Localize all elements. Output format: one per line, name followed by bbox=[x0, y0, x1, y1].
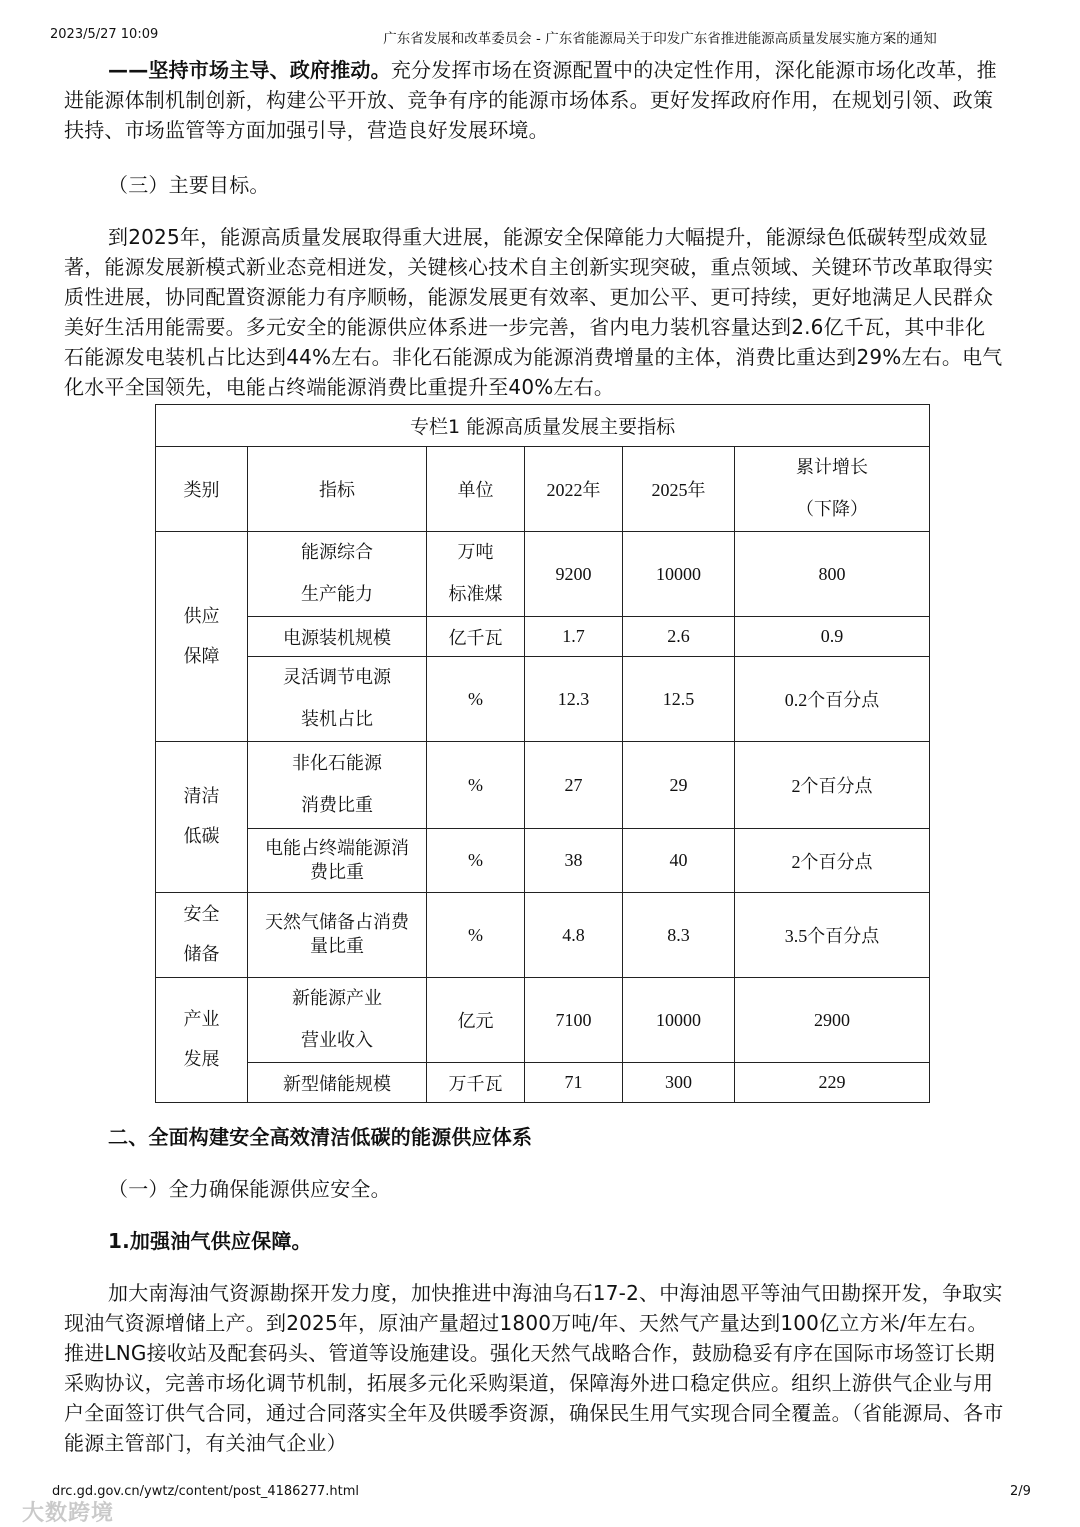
unit-cell: 亿元 bbox=[427, 978, 525, 1063]
unit-cell: % bbox=[427, 657, 525, 742]
unit-cell: % bbox=[427, 893, 525, 978]
value-2022: 9200 bbox=[525, 532, 623, 617]
table-row bbox=[156, 829, 930, 893]
value-2022: 4.8 bbox=[525, 893, 623, 978]
value-growth: 0.2个百分点 bbox=[735, 657, 930, 742]
indicator-cell: 灵活调节电源 装机占比 bbox=[248, 657, 427, 742]
value-2022: 12.3 bbox=[525, 657, 623, 742]
category-industry: 产业 发展 bbox=[156, 978, 248, 1103]
value-2022: 38 bbox=[525, 829, 623, 893]
value-2025: 2.6 bbox=[623, 617, 735, 657]
print-datetime: 2023/5/27 10:09 bbox=[50, 27, 159, 42]
goals-paragraph: 到2025年，能源高质量发展取得重大进展，能源安全保障能力大幅提升，能源绿色低碳转型成效显著，能源发展新模式新业态竞相迸发，关键核心技术自主创新实现突破，重点领域、关键环节改革取得实质性进展，协同配置资源能力有序顺畅，能源发展更有效率、更加公平、更可持续，更好地满足人民群众美好生活用能需要。多元安全的能源供应体系进一步完善，省内电力装机容量达到2.6亿千瓦，其中非化石能源发电装机占比达到44%左右。非化石能源成为能源消费增量的主体，消费比重达到29%左右。电气化水平全国领先，电能占终端能源消费比重提升至40%左右。 bbox=[64, 225, 1003, 399]
value-growth: 3.5个百分点 bbox=[735, 893, 930, 978]
unit-cell: 万千瓦 bbox=[427, 1063, 525, 1103]
indicators-table bbox=[155, 404, 930, 1103]
value-2022: 7100 bbox=[525, 978, 623, 1063]
header-unit: 单位 bbox=[427, 447, 525, 532]
table-row bbox=[156, 978, 930, 1063]
category-supply: 供应 保障 bbox=[156, 532, 248, 742]
document-body-continued bbox=[64, 1122, 1004, 1458]
principle-paragraph bbox=[64, 55, 1004, 145]
indicator-cell: 新能源产业 营业收入 bbox=[248, 978, 427, 1063]
page-number: 2/9 bbox=[1010, 1484, 1031, 1499]
unit-cell: % bbox=[427, 829, 525, 893]
value-2025: 300 bbox=[623, 1063, 735, 1103]
table-row bbox=[156, 893, 930, 978]
value-growth: 0.9 bbox=[735, 617, 930, 657]
unit-cell: % bbox=[427, 742, 525, 829]
table-row bbox=[156, 532, 930, 617]
indicator-cell: 电能占终端能源消 费比重 bbox=[248, 829, 427, 893]
table-caption: 专栏1 能源高质量发展主要指标 bbox=[156, 405, 930, 447]
table-row bbox=[156, 1063, 930, 1103]
value-2025: 10000 bbox=[623, 978, 735, 1063]
value-2025: 10000 bbox=[623, 532, 735, 617]
header-2022: 2022年 bbox=[525, 447, 623, 532]
category-safe: 安全 储备 bbox=[156, 893, 248, 978]
value-growth: 2900 bbox=[735, 978, 930, 1063]
header-2025: 2025年 bbox=[623, 447, 735, 532]
section-goals-heading: （三）主要目标。 bbox=[108, 173, 270, 197]
indicator-cell: 非化石能源 消费比重 bbox=[248, 742, 427, 829]
print-page-title: 广东省发展和改革委员会 - 广东省能源局关于印发广东省推进能源高质量发展实施方案的通知 bbox=[383, 31, 937, 47]
watermark: 大数跨境 bbox=[22, 1501, 115, 1526]
principle-lead: ——坚持市场主导、政府推动。 bbox=[108, 58, 391, 82]
item-heading-1: 1.加强油气供应保障。 bbox=[108, 1229, 312, 1253]
header-category: 类别 bbox=[156, 447, 248, 532]
section-heading-2: 二、全面构建安全高效清洁低碳的能源供应体系 bbox=[108, 1125, 533, 1149]
table-header-row bbox=[156, 447, 930, 532]
value-2022: 1.7 bbox=[525, 617, 623, 657]
oilgas-paragraph: 加大南海油气资源勘探开发力度，加快推进中海油乌石17-2、中海油恩平等油气田勘探开发，争取实现油气资源增储上产。到2025年，原油产量超过1800万吨/年、天然气产量达到100亿立方米/年左右。推进LNG接收站及配套码头、管道等设施建设。强化天然气战略合作，鼓励稳妥有序在国际市场签订长期采购协议，完善市场化调节机制，拓展多元化采购渠道，保障海外进口稳定供应。组织上游供气企业与用户全面签订供气合同，通过合同落实全年及供暖季资源，确保民生用气实现合同全覆盖。（省能源局、各市能源主管部门，有关油气企业） bbox=[64, 1281, 1004, 1455]
table-row bbox=[156, 742, 930, 829]
indicator-cell: 天然气储备占消费 量比重 bbox=[248, 893, 427, 978]
table-row bbox=[156, 617, 930, 657]
category-clean: 清洁 低碳 bbox=[156, 742, 248, 893]
value-2025: 40 bbox=[623, 829, 735, 893]
value-growth: 800 bbox=[735, 532, 930, 617]
value-2025: 12.5 bbox=[623, 657, 735, 742]
unit-cell: 万吨 标准煤 bbox=[427, 532, 525, 617]
value-growth: 229 bbox=[735, 1063, 930, 1103]
unit-cell: 亿千瓦 bbox=[427, 617, 525, 657]
footer-url-link[interactable]: drc.gd.gov.cn/ywtz/content/post_4186277.html bbox=[52, 1484, 360, 1499]
value-2022: 27 bbox=[525, 742, 623, 829]
value-growth: 2个百分点 bbox=[735, 829, 930, 893]
value-2025: 8.3 bbox=[623, 893, 735, 978]
indicator-cell: 能源综合 生产能力 bbox=[248, 532, 427, 617]
document-body bbox=[64, 55, 1004, 402]
header-indicator: 指标 bbox=[248, 447, 427, 532]
indicator-cell: 新型储能规模 bbox=[248, 1063, 427, 1103]
value-2025: 29 bbox=[623, 742, 735, 829]
value-growth: 2个百分点 bbox=[735, 742, 930, 829]
value-2022: 71 bbox=[525, 1063, 623, 1103]
table-row bbox=[156, 657, 930, 742]
header-growth: 累计增长 （下降） bbox=[735, 447, 930, 532]
indicator-cell: 电源装机规模 bbox=[248, 617, 427, 657]
sub-heading-1: （一）全力确保能源供应安全。 bbox=[108, 1177, 391, 1201]
principle-text: 充分发挥市场在资源配置中的决定性作用，深化能源市场化改革，推进能源体制机制创新，构建公平开放、竞争有序的能源市场体系。更好发挥政府作用，在规划引领、政策扶持、市场监管等方面加强引导，营造良好发展环境。 bbox=[64, 58, 997, 142]
